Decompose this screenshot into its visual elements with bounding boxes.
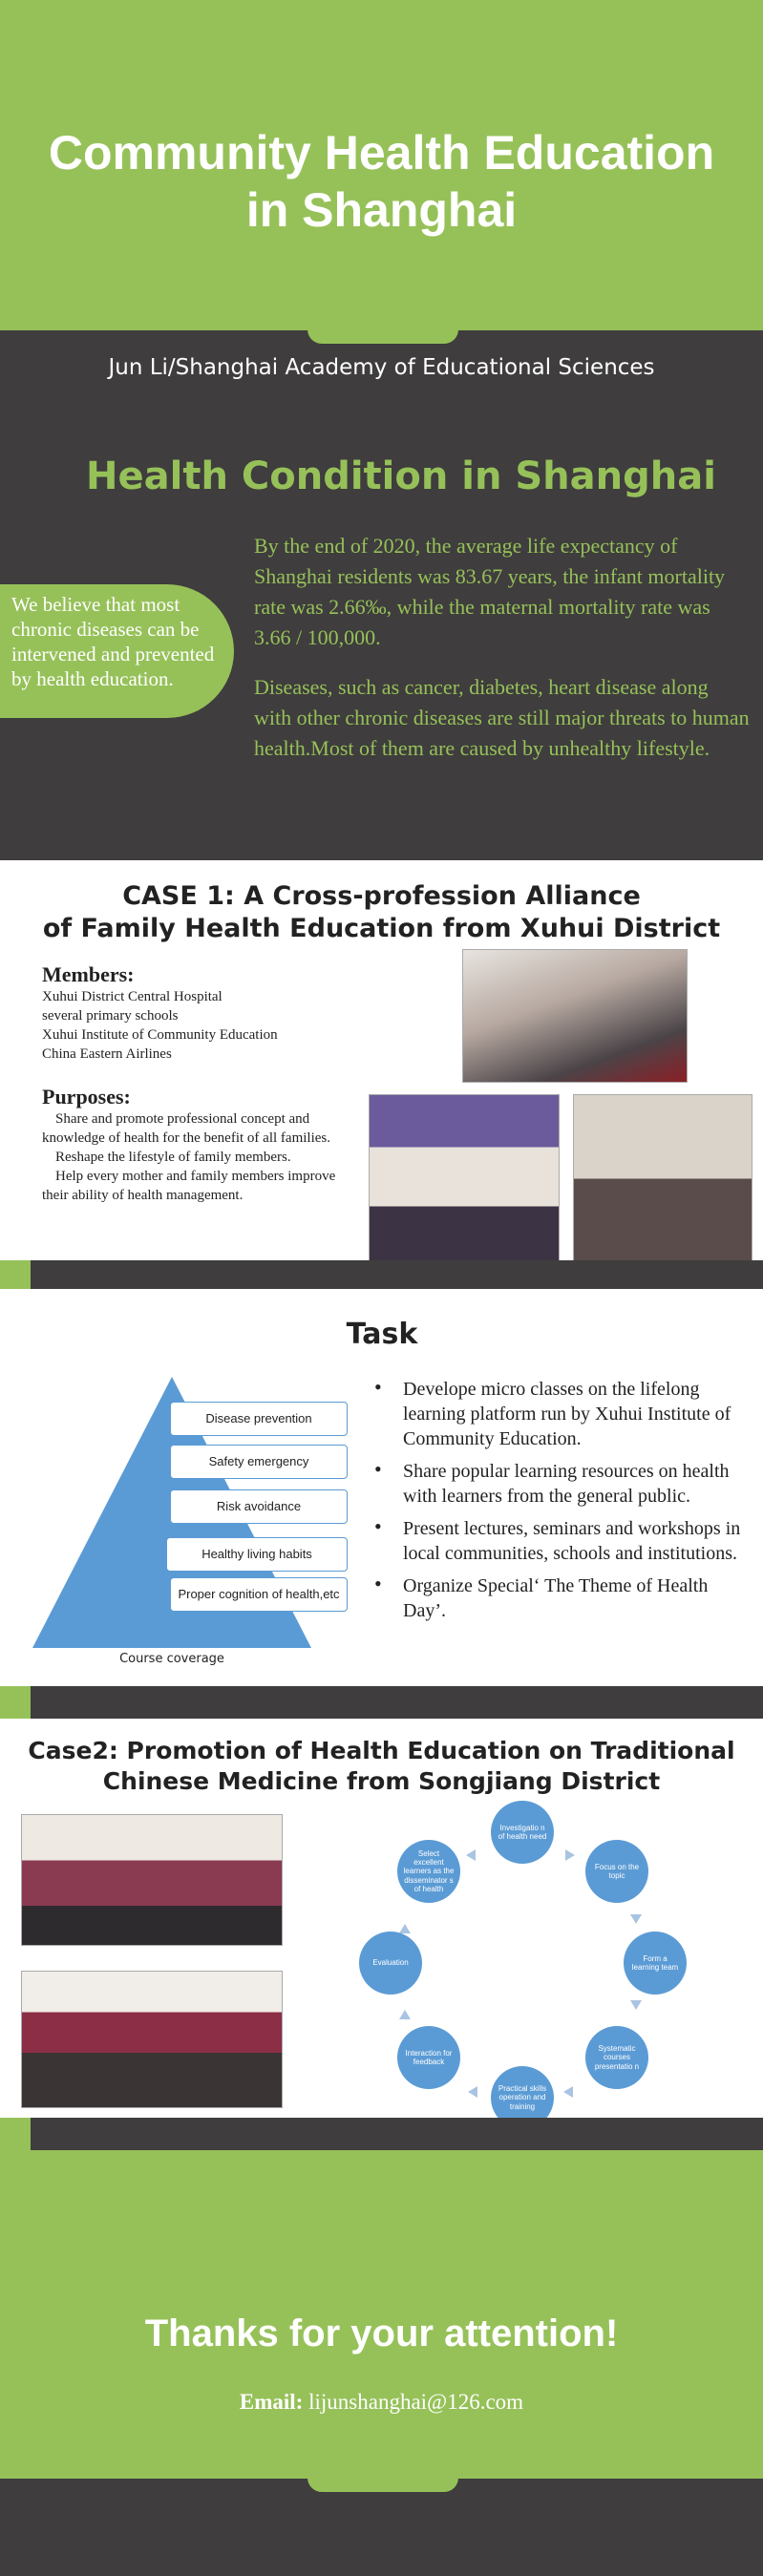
health-para-1: By the end of 2020, the average life expectancy of Shanghai residents was 83.67 years, the infant mortality rate was 2.66‰, while the maternal mortality rate was 3.66 / 100,000. xyxy=(254,534,726,649)
belief-text: We believe that most chronic diseases can be intervened and prevented by health education. xyxy=(11,593,215,690)
cycle-arrow-icon xyxy=(399,1924,411,1933)
title-line-2: in Shanghai xyxy=(245,183,518,237)
member-item: Xuhui Institute of Community Education xyxy=(42,1027,278,1043)
cycle-node-4: Systematic courses presentatio n xyxy=(585,2026,648,2089)
photo-ceremony xyxy=(462,949,688,1083)
case1-divider xyxy=(0,1260,763,1289)
cycle-arrow-icon xyxy=(630,2000,642,2010)
photo-lecture xyxy=(21,1814,283,1946)
case1-divider-accent xyxy=(0,1260,31,1289)
health-para-2: Diseases, such as cancer, diabetes, heart disease along with other chronic diseases are still major threats to human health.Most of them are caused by unhealthy lifestyle. xyxy=(254,675,750,760)
purposes-heading: Purposes: xyxy=(42,1085,131,1109)
footer-pill xyxy=(307,2463,458,2492)
pyramid-level-1: Disease prevention xyxy=(170,1402,348,1436)
task-list xyxy=(374,1377,752,1631)
photo-exercise xyxy=(21,1971,283,2108)
member-item: several primary schools xyxy=(42,1008,179,1024)
pyramid-level-5: Proper cognition of health,etc xyxy=(170,1577,348,1612)
cycle-node-2: Focus on the topic xyxy=(585,1840,648,1903)
members-block xyxy=(42,962,443,1064)
task-item: • Organize Special‘ The Theme of Health Day’. xyxy=(374,1573,752,1623)
case1-title-line-1: CASE 1: A Cross-profession Alliance xyxy=(122,881,641,911)
belief-callout xyxy=(0,584,234,718)
member-item: China Eastern Airlines xyxy=(42,1046,172,1062)
cycle-arrow-icon xyxy=(466,1849,476,1861)
email-line xyxy=(0,2390,763,2415)
cycle-arrow-icon xyxy=(468,2086,477,2098)
task-heading: Task xyxy=(346,1318,418,1351)
purpose-item: Share and promote professional concept and knowledge of health for the benefit of all families. xyxy=(42,1111,330,1146)
thanks-text: Thanks for your attention! xyxy=(144,2312,619,2354)
footer-band xyxy=(0,2479,763,2576)
title-line-1: Community Health Education xyxy=(48,126,715,179)
cycle-node-7: Evaluation xyxy=(359,1932,422,1995)
health-heading: Health Condition in Shanghai xyxy=(86,454,716,498)
pyramid-level-3: Risk avoidance xyxy=(170,1489,348,1524)
task-divider-accent xyxy=(0,1686,31,1719)
cycle-node-1: Investigatio n of health need xyxy=(491,1801,554,1864)
cycle-arrow-icon xyxy=(565,1849,575,1861)
case2-title-line-2: Chinese Medicine from Songjiang District xyxy=(102,1767,661,1795)
photo-handshake xyxy=(369,1094,560,1281)
cycle-node-3: Form a learning team xyxy=(624,1932,687,1995)
pyramid-level-2: Safety emergency xyxy=(170,1445,348,1479)
cycle-arrow-icon xyxy=(563,2086,573,2098)
task-item: • Present lectures, seminars and workshops in local communities, schools and institutions. xyxy=(374,1516,752,1566)
cycle-arrow-icon xyxy=(399,2010,411,2019)
members-heading: Members: xyxy=(42,962,135,986)
case2-title-line-1: Case2: Promotion of Health Education on Traditional xyxy=(28,1737,735,1764)
case1-title-line-2: of Family Health Education from Xuhui District xyxy=(42,914,721,943)
member-item: Xuhui District Central Hospital xyxy=(42,989,223,1004)
photo-group xyxy=(573,1094,752,1281)
task-item: • Share popular learning resources on health with learners from the general public. xyxy=(374,1459,752,1509)
task-item: • Develope micro classes on the lifelong learning platform run by Xuhui Institute of Community Education. xyxy=(374,1377,752,1451)
pyramid-level-4: Healthy living habits xyxy=(166,1537,348,1572)
cycle-node-8: Select excellent learners as the disseminator s of health xyxy=(397,1840,460,1903)
case2-divider xyxy=(0,2118,763,2150)
case2-title xyxy=(0,1736,763,1797)
purpose-item: Reshape the lifestyle of family members. xyxy=(55,1150,291,1165)
task-divider xyxy=(0,1686,763,1719)
pyramid-caption: Course coverage xyxy=(119,1652,224,1666)
purpose-item: Help every mother and family members improve their ability of health management. xyxy=(42,1169,336,1203)
cycle-arrow-icon xyxy=(630,1914,642,1924)
email-label: Email: xyxy=(239,2390,304,2414)
case1-title xyxy=(0,880,763,945)
email-address[interactable]: lijunshanghai@126.com xyxy=(308,2390,524,2414)
author-line: Jun Li/Shanghai Academy of Educational Sciences xyxy=(108,355,655,380)
cycle-node-6: Interaction for feedback xyxy=(397,2026,460,2089)
header-pill xyxy=(307,315,458,344)
page-title xyxy=(0,124,763,239)
case2-divider-accent xyxy=(0,2118,31,2150)
cycle-node-5: Practical skills operation and training xyxy=(491,2066,554,2129)
purposes-block xyxy=(42,1085,348,1205)
